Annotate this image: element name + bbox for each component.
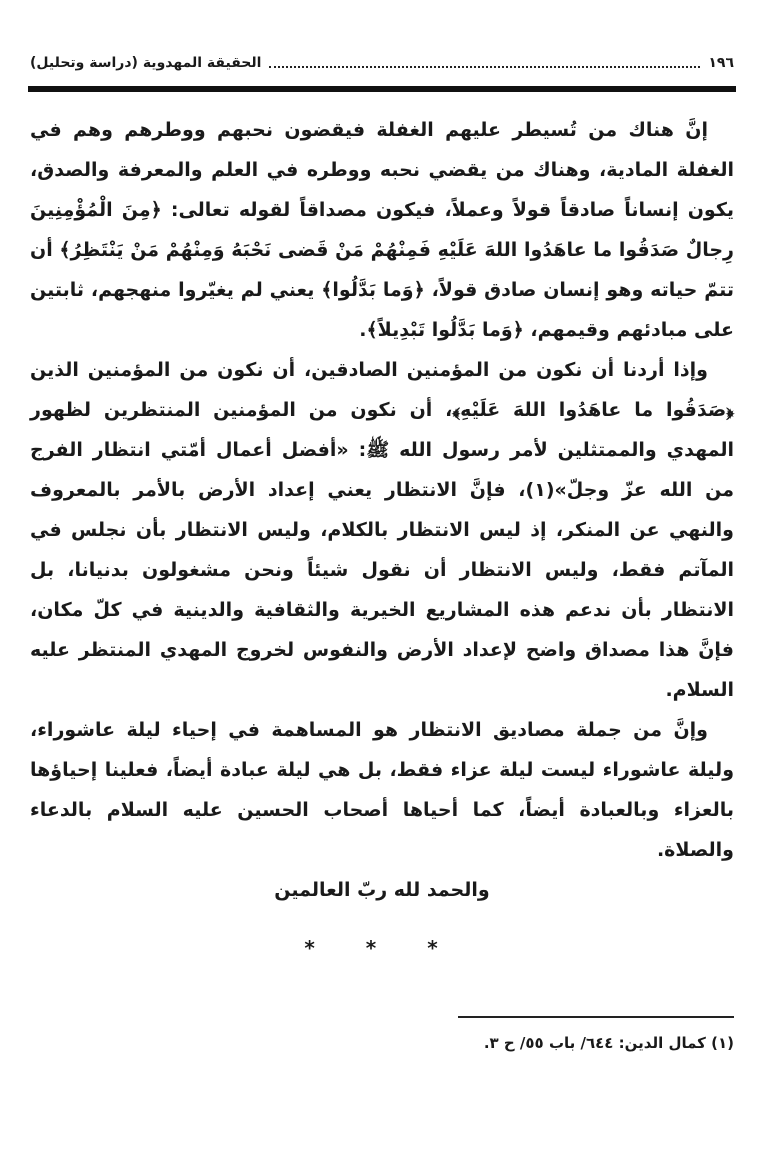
paragraph: وإذا أردنا أن نكون من المؤمنين الصادقين، أن نكون من المؤمنين الذين ﴿صَدَقُوا ما عاهَدُوا اللهَ عَلَيْهِ﴾، أن نكون من المؤمنين المنتظرين لظهور المهدي والممتثلين لأمر رسول الله ﷺ: «أفضل أعمال أمّتي انتظار الفرج من الله عزّ وجلّ»(١)، فإنَّ الانتظار يعني إعداد الأرض بالأمر بالمعروف والنهي عن المنكر، إذ ليس الانتظار بالكلام، وليس الانتظار بأن نجلس في المآتم فقط، وليس الانتظار أن نقول شيئاً ونحن مشغولون بدنيانا، بل الانتظار بأن ندعم هذه المشاريع الخيرية والثقافية والدينية في كلّ مكان، فإنَّ هذا مصداق واضح لإعداد الأرض والنفوس لخروج المهدي المنتظر عليه السلام. — [30, 359, 734, 701]
footnote: (١) كمال الدين: ٦٤٤/ باب ٥٥/ ح ٣. — [483, 1034, 734, 1052]
paragraph: إنَّ هناك من تُسيطر عليهم الغفلة فيقضون نحبهم ووطرهم وهم في الغفلة المادية، وهناك من يقضي نحبه ووطره في العلم والمعرفة والصدق، يكون إنساناً صادقاً قولاً وعملاً، فيكون مصداقاً لقوله تعالى: ﴿مِنَ الْمُؤْمِنِينَ رِجالٌ صَدَقُوا ما عاهَدُوا اللهَ عَلَيْهِ فَمِنْهُمْ مَنْ قَضى نَحْبَهُ وَمِنْهُمْ مَنْ يَنْتَظِرُ﴾ أن تتمّ حياته وهو إنسان صادق قولاً، ﴿وَما بَدَّلُوا﴾ يعني لم يغيّروا منهجهم، ثابتين على مبادئهم وقيمهم، ﴿وَما بَدَّلُوا تَبْدِيلاً﴾. — [30, 119, 734, 341]
page-number: ١٩٦ — [708, 55, 734, 71]
header-rule — [28, 86, 736, 92]
section-separator: * * * — [304, 936, 460, 960]
body-text — [30, 110, 734, 968]
footnote-rule — [458, 1016, 734, 1018]
running-title: الحقيقة المهدوية (دراسة وتحليل) — [30, 55, 262, 71]
running-header — [30, 46, 734, 80]
closing-line: والحمد لله ربّ العالمين — [274, 879, 490, 901]
header-dot-leader — [269, 66, 700, 68]
paragraph: وإنَّ من جملة مصاديق الانتظار هو المساهمة في إحياء ليلة عاشوراء، وليلة عاشوراء ليست ليلة عزاء فقط، بل هي ليلة عبادة أيضاً، فعلينا إحياؤها بالعزاء وبالعبادة أيضاً، كما أحياها أصحاب الحسين عليه السلام بالدعاء والصلاة. — [30, 719, 734, 861]
